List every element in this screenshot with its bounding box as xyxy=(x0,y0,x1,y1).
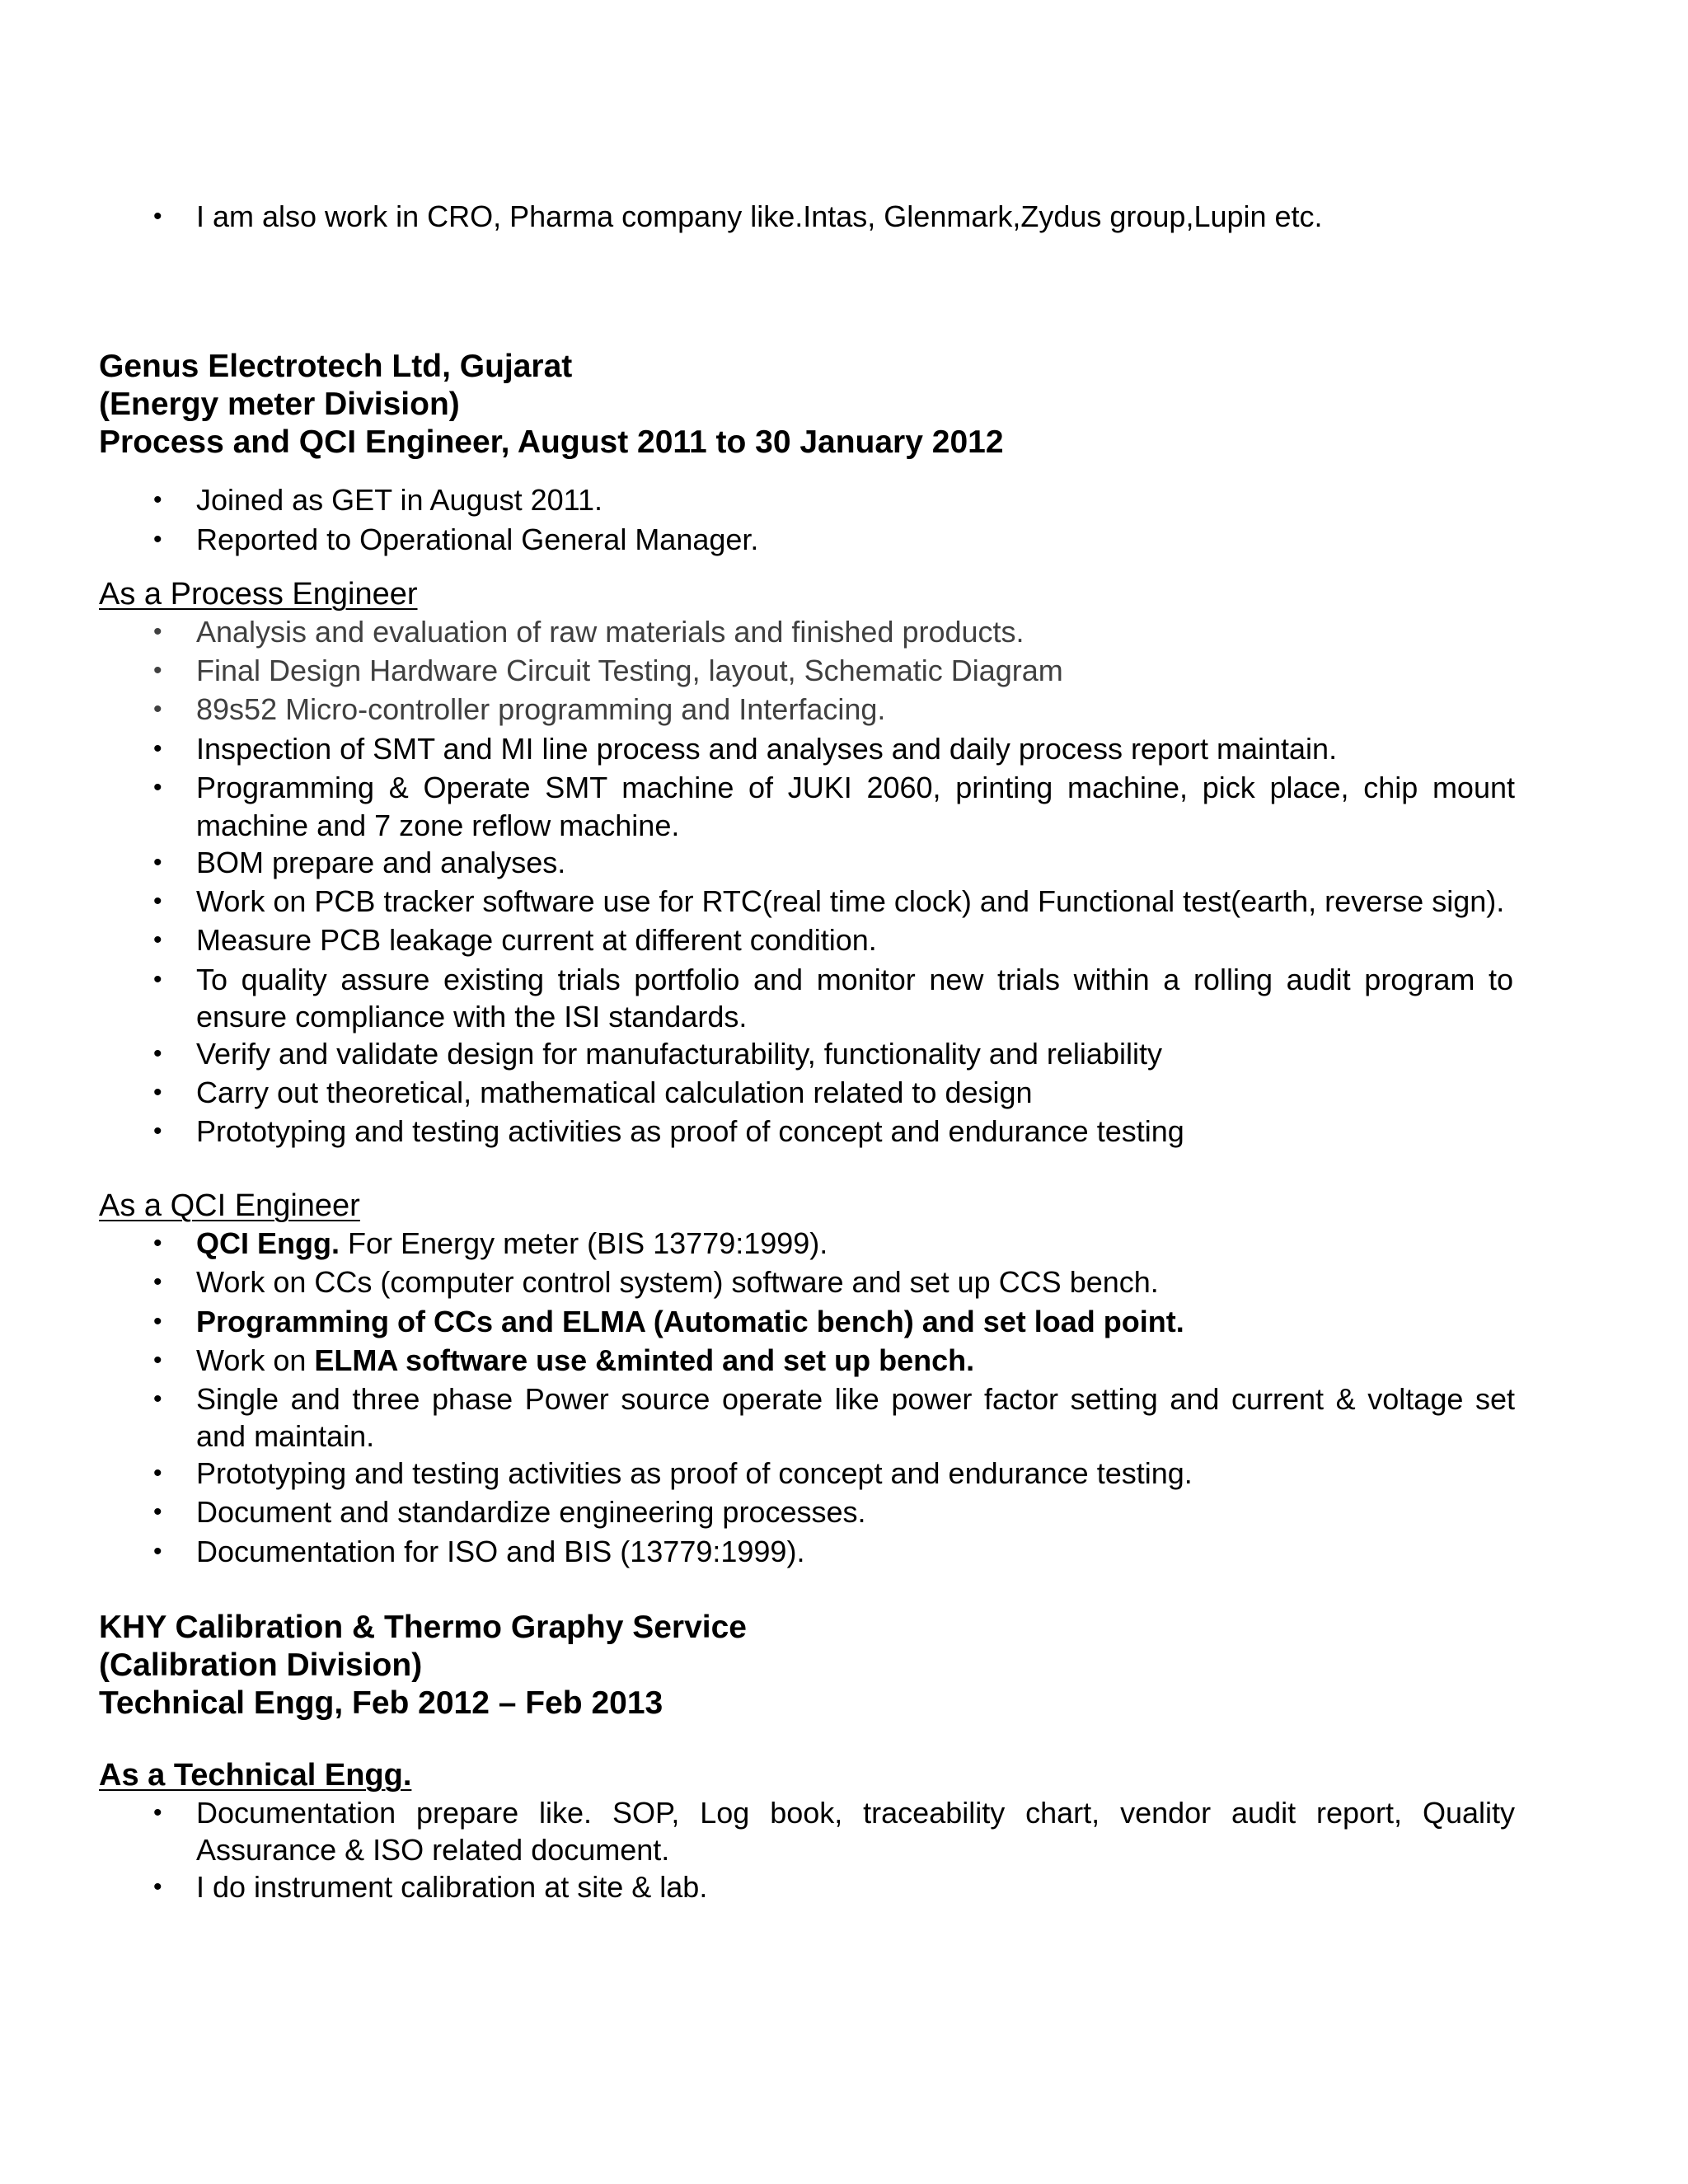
process-bullet-text: Measure PCB leakage current at different condition. xyxy=(196,923,877,957)
genus-bullet-text: Reported to Operational General Manager. xyxy=(196,523,759,556)
technical-engg-heading: As a Technical Engg. xyxy=(99,1758,412,1793)
bullet-dot: • xyxy=(153,696,162,723)
technical-bullet-text: Documentation prepare like. SOP, Log book, traceability chart, vendor audit report, Quality xyxy=(196,1796,1515,1830)
qci-bullet-text: Document and standardize engineering processes. xyxy=(196,1495,866,1529)
process-bullet-text: Verify and validate design for manufacturability, functionality and reliability xyxy=(196,1037,1162,1071)
qci-bold-label: ELMA software use &minted and set up bench. xyxy=(314,1343,975,1377)
bullet-dot: • xyxy=(153,1308,162,1335)
bullet-dot: • xyxy=(153,1498,162,1526)
process-bullet-text: BOM prepare and analyses. xyxy=(196,846,566,879)
qci-bullet-rest: For Energy meter (BIS 13779:1999). xyxy=(340,1226,828,1260)
khy-company-heading: KHY Calibration & Thermo Graphy Service xyxy=(99,1610,747,1645)
qci-bullet-text: Programming of CCs and ELMA (Automatic bench) and set load point. xyxy=(196,1305,1184,1338)
qci-bullet-text: Prototyping and testing activities as proof of concept and endurance testing. xyxy=(196,1456,1193,1490)
qci-bullet-text xyxy=(196,1225,828,1263)
process-engineer-heading: As a Process Engineer xyxy=(99,577,418,612)
bullet-dot: • xyxy=(153,926,162,954)
technical-bullet-continuation: Assurance & ISO related document. xyxy=(196,1833,670,1867)
process-bullet-text: 89s52 Micro-controller programming and Interfacing. xyxy=(196,692,886,726)
qci-engineer-heading: As a QCI Engineer xyxy=(99,1188,360,1223)
bullet-dot: • xyxy=(153,618,162,645)
bullet-dot: • xyxy=(153,1460,162,1487)
qci-bullet-continuation: and maintain. xyxy=(196,1419,375,1453)
bullet-dot: • xyxy=(153,774,162,801)
process-bullet-text: Inspection of SMT and MI line process and analyses and daily process report maintain. xyxy=(196,732,1338,766)
intro-bullet-text: I am also work in CRO, Pharma company like.Intas, Glenmark,Zydus group,Lupin etc. xyxy=(196,199,1323,233)
bullet-dot: • xyxy=(153,1040,162,1067)
genus-division-heading: (Energy meter Division) xyxy=(99,387,460,422)
genus-company-heading: Genus Electrotech Ltd, Gujarat xyxy=(99,349,573,384)
bullet-dot: • xyxy=(153,526,162,553)
process-bullet-text: Prototyping and testing activities as proof of concept and endurance testing xyxy=(196,1114,1184,1148)
bullet-dot: • xyxy=(153,486,162,513)
bullet-dot: • xyxy=(153,849,162,876)
bullet-dot: • xyxy=(153,888,162,915)
bullet-dot: • xyxy=(153,1538,162,1565)
qci-bold-label: QCI Engg. xyxy=(196,1226,340,1260)
qci-bullet-text: Work on CCs (computer control system) software and set up CCS bench. xyxy=(196,1265,1159,1299)
genus-role-heading: Process and QCI Engineer, August 2011 to 30 January 2012 xyxy=(99,424,1004,460)
bullet-dot: • xyxy=(153,1347,162,1374)
bullet-dot: • xyxy=(153,735,162,762)
bullet-dot: • xyxy=(153,1268,162,1296)
process-bullet-text: Work on PCB tracker software use for RTC(real time clock) and Functional test(earth, reverse sign). xyxy=(196,884,1505,918)
qci-bullet-text: Single and three phase Power source operate like power factor setting and current & voltage set xyxy=(196,1382,1515,1416)
qci-bullet-text: Documentation for ISO and BIS (13779:1999). xyxy=(196,1535,805,1568)
bullet-dot: • xyxy=(153,966,162,993)
process-bullet-continuation: machine and 7 zone reflow machine. xyxy=(196,808,680,842)
process-bullet-text: Carry out theoretical, mathematical calculation related to design xyxy=(196,1076,1033,1109)
bullet-dot: • xyxy=(153,1118,162,1145)
process-bullet-continuation: ensure compliance with the ISI standards. xyxy=(196,1000,748,1033)
bullet-dot: • xyxy=(153,203,162,230)
process-bullet-text: To quality assure existing trials portfolio and monitor new trials within a rolling audit program to xyxy=(196,963,1513,996)
qci-bullet-prefix: Work on xyxy=(196,1343,315,1377)
bullet-dot: • xyxy=(153,1385,162,1413)
process-bullet-text: Programming & Operate SMT machine of JUKI 2060, printing machine, pick place, chip mount xyxy=(196,771,1515,804)
process-bullet-text: Analysis and evaluation of raw materials and finished products. xyxy=(196,615,1025,649)
bullet-dot: • xyxy=(153,1799,162,1826)
khy-role-heading: Technical Engg, Feb 2012 – Feb 2013 xyxy=(99,1685,663,1721)
khy-division-heading: (Calibration Division) xyxy=(99,1647,423,1683)
process-bullet-text: Final Design Hardware Circuit Testing, layout, Schematic Diagram xyxy=(196,654,1063,687)
genus-bullet-text: Joined as GET in August 2011. xyxy=(196,483,603,517)
bullet-dot: • xyxy=(153,1230,162,1257)
qci-bullet-text xyxy=(196,1342,974,1380)
bullet-dot: • xyxy=(153,1079,162,1106)
technical-bullet-text: I do instrument calibration at site & lab. xyxy=(196,1870,708,1904)
bullet-dot: • xyxy=(153,1873,162,1900)
bullet-dot: • xyxy=(153,657,162,684)
